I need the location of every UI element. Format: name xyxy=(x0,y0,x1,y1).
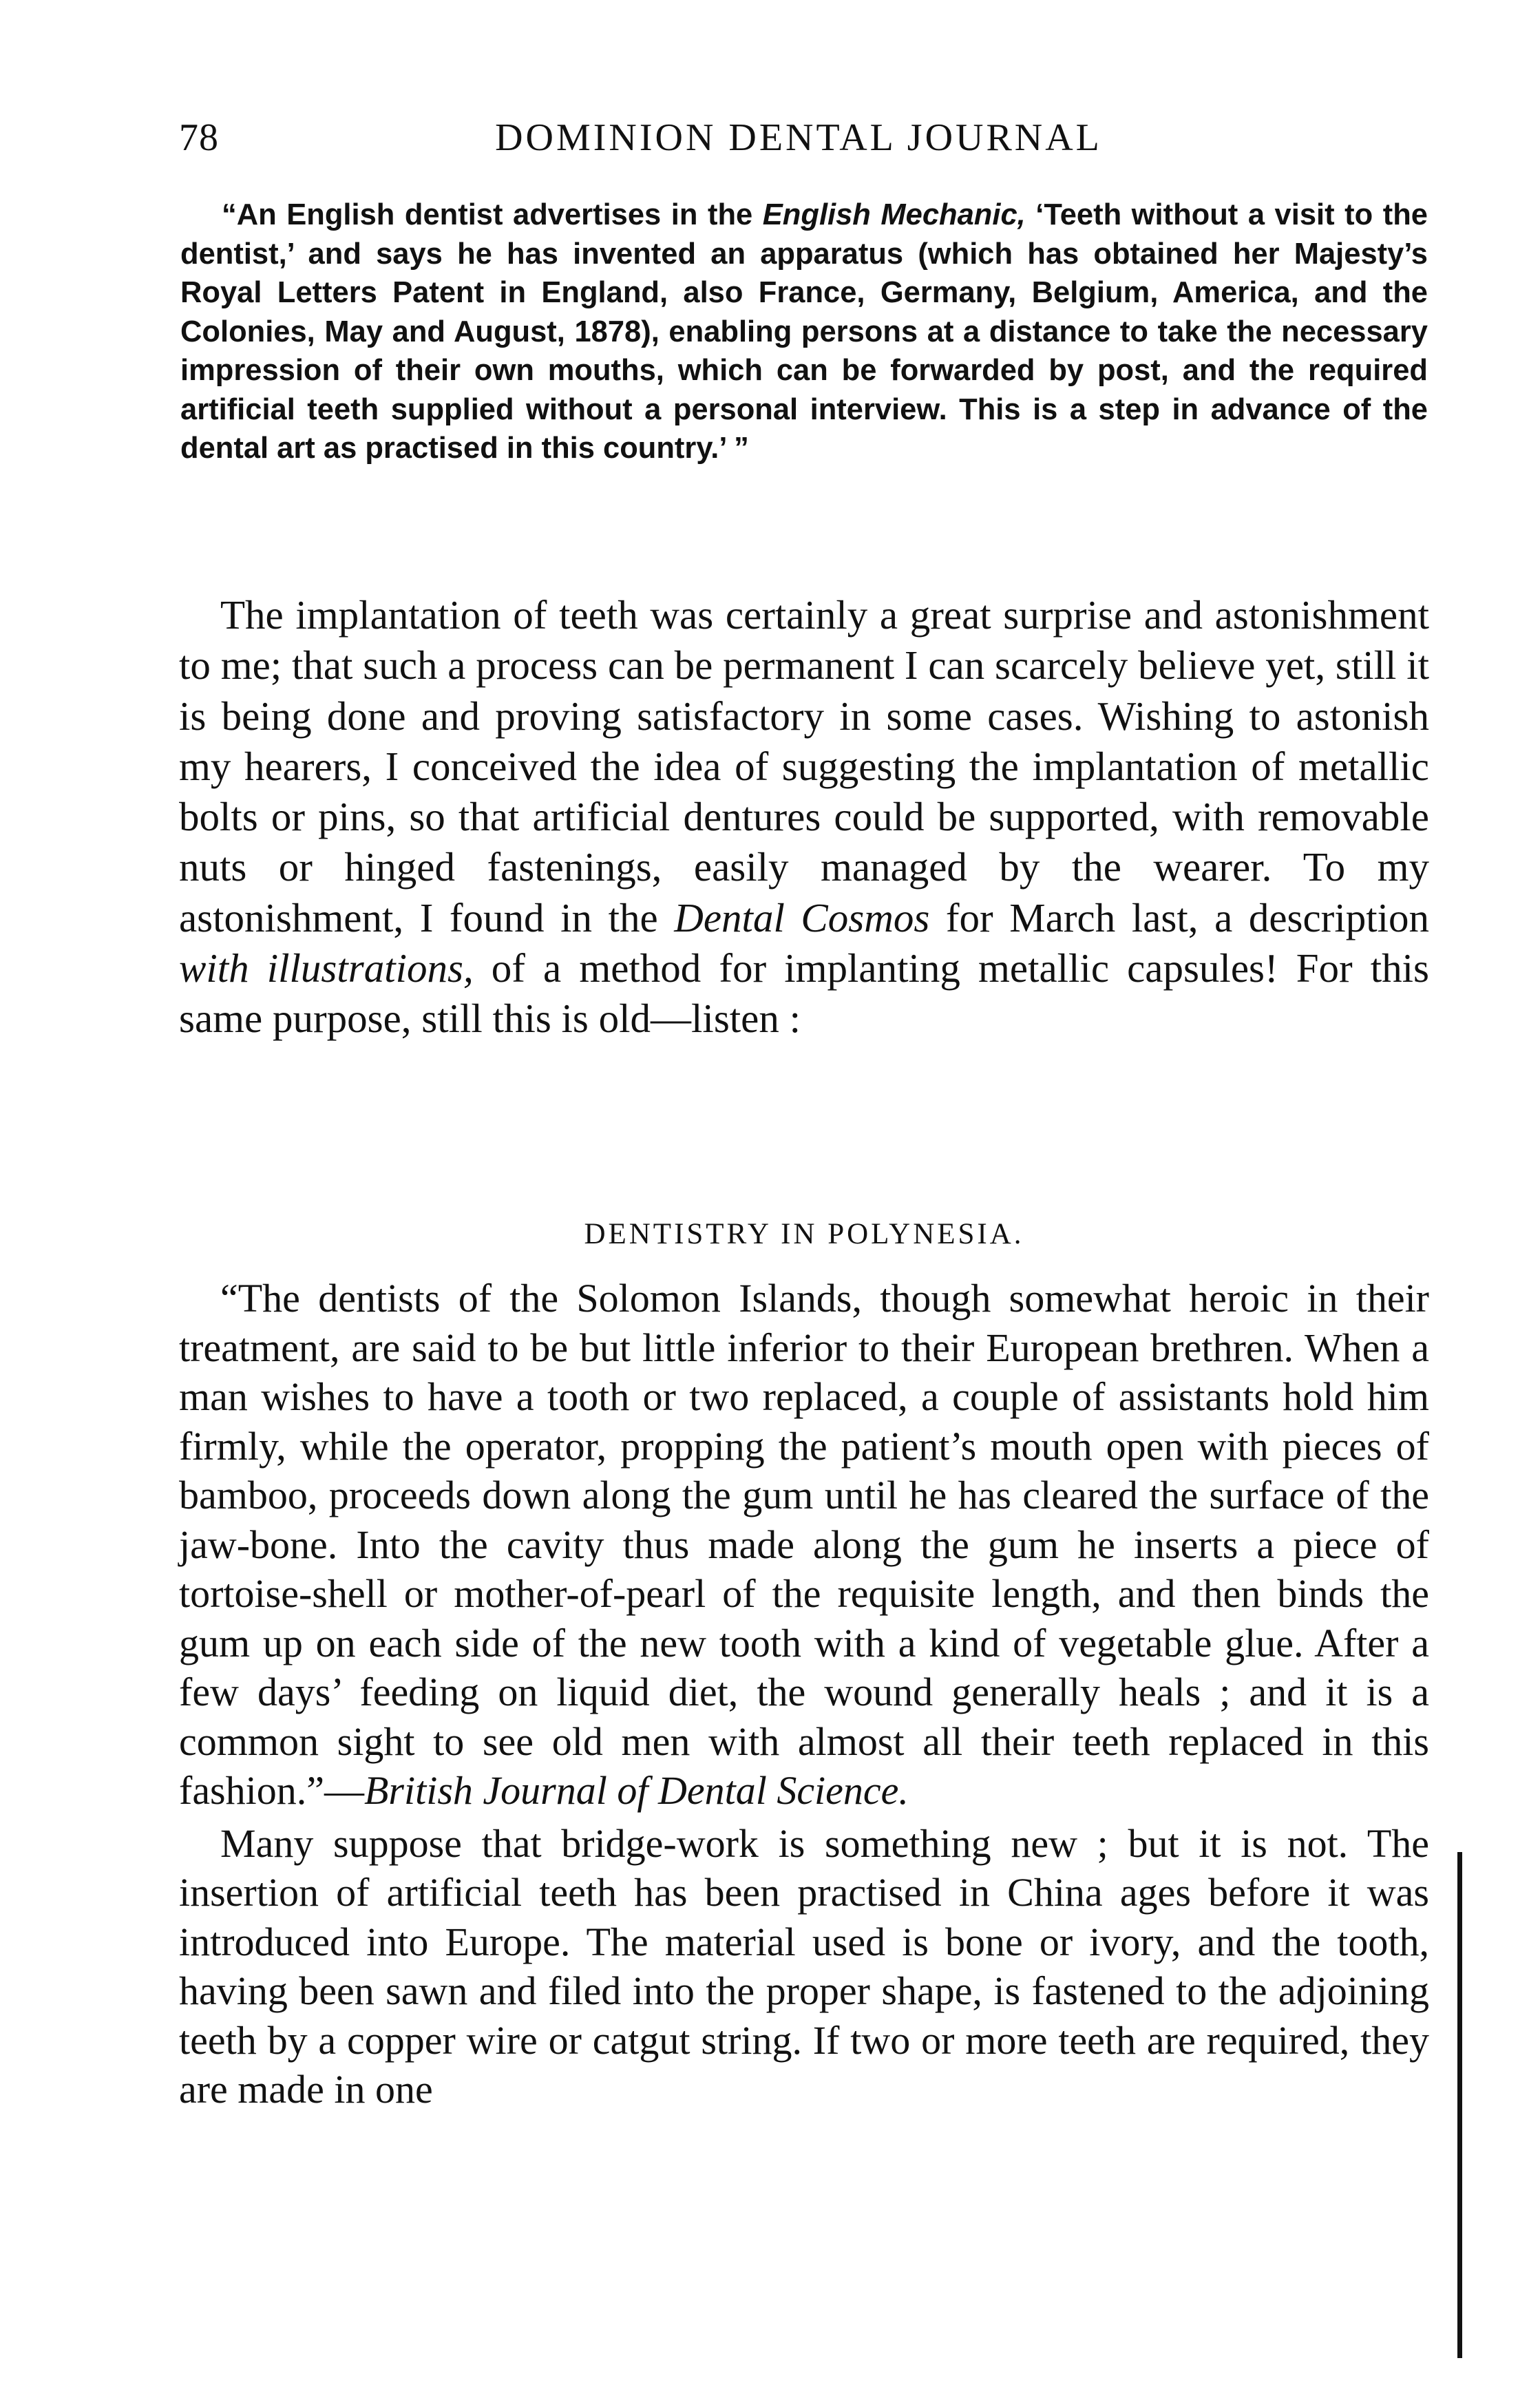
quote-text-2: ‘Teeth without a visit to the dentist,’ and says he has invented an apparatus (which has obtained her Majesty’s Royal Letters Patent in England, also France, Germany, Belgium, America, and the Colonies, May and August, 1878), enabling persons at a distance to take the necessary impression of their own mouths, which can be forwarded by post, and the required artificial teeth supplied without a personal interview. This is a step in advance of the dental art as practised in this country.’ ” xyxy=(180,198,1428,465)
bridge-work-paragraph: Many suppose that bridge-work is something new ; but it is not. The insertion of artificial teeth has been practised in China ages before it was introduced into Europe. The material used is bone or ivory, and the tooth, having been sawn and filed into the proper shape, is fastened to the adjoining teeth by a copper wire or catgut string. If two or more teeth are required, they are made in one xyxy=(179,1820,1429,2112)
dental-cosmos-title: Dental Cosmos xyxy=(674,894,930,940)
with-illustrations-phrase: with illustrations, xyxy=(179,945,474,991)
polynesia-section xyxy=(179,1274,1429,2114)
citation-journal-title: British Journal of Dental Science. xyxy=(364,1768,909,1813)
quote-text-1: “An English dentist advertises in the xyxy=(222,198,763,231)
page-header xyxy=(179,116,1418,171)
quoted-advertisement xyxy=(180,196,1428,468)
implantation-section xyxy=(179,590,1429,1044)
implantation-text-3: of a method for implanting metallic capsules! For this same purpose, still this is old—listen : xyxy=(179,945,1430,1042)
quote-paragraph xyxy=(180,196,1428,468)
section-heading: DENTISTRY IN POLYNESIA. xyxy=(584,1218,1024,1250)
implantation-paragraph xyxy=(179,590,1429,1044)
implantation-text-2: for March last, a description xyxy=(929,894,1429,940)
running-title: DOMINION DENTAL JOURNAL xyxy=(495,116,1102,159)
margin-rule xyxy=(1457,1852,1462,2358)
quote-publication-title: English Mechanic, xyxy=(762,198,1026,231)
page-number: 78 xyxy=(179,116,219,159)
polynesia-quote-paragraph xyxy=(179,1274,1429,1816)
polynesia-text: “The dentists of the Solomon Islands, though somewhat heroic in their treatment, are said to be but little inferior to their European brethren. When a man wishes to have a tooth or two replaced, a couple of assistants hold him firmly, while the operator, propping the patient’s mouth open with pieces of bamboo, proceeds down along the gum until he has cleared the surface of the jaw-bone. Into the cavity thus made along the gum he inserts a piece of tortoise-shell or mother-of-pearl of the requisite length, and then binds the gum up on each side of the new tooth with a kind of vegetable glue. After a few days’ feeding on liquid diet, the wound generally heals ; and it is a common sight to see old men with almost all their teeth replaced in this fashion.”— xyxy=(179,1276,1429,1813)
implantation-text-1: The implantation of teeth was certainly a great surprise and astonishment to me; that such a process can be permanent I can scarcely believe yet, still it is being done and proving satisfactory in some cases. Wishing to astonish my hearers, I conceived the idea of suggesting the implantation of metallic bolts or pins, so that artificial dentures could be supported, with removable nuts or hinged fastenings, easily managed by the wearer. To my astonishment, I found in the xyxy=(179,592,1429,940)
